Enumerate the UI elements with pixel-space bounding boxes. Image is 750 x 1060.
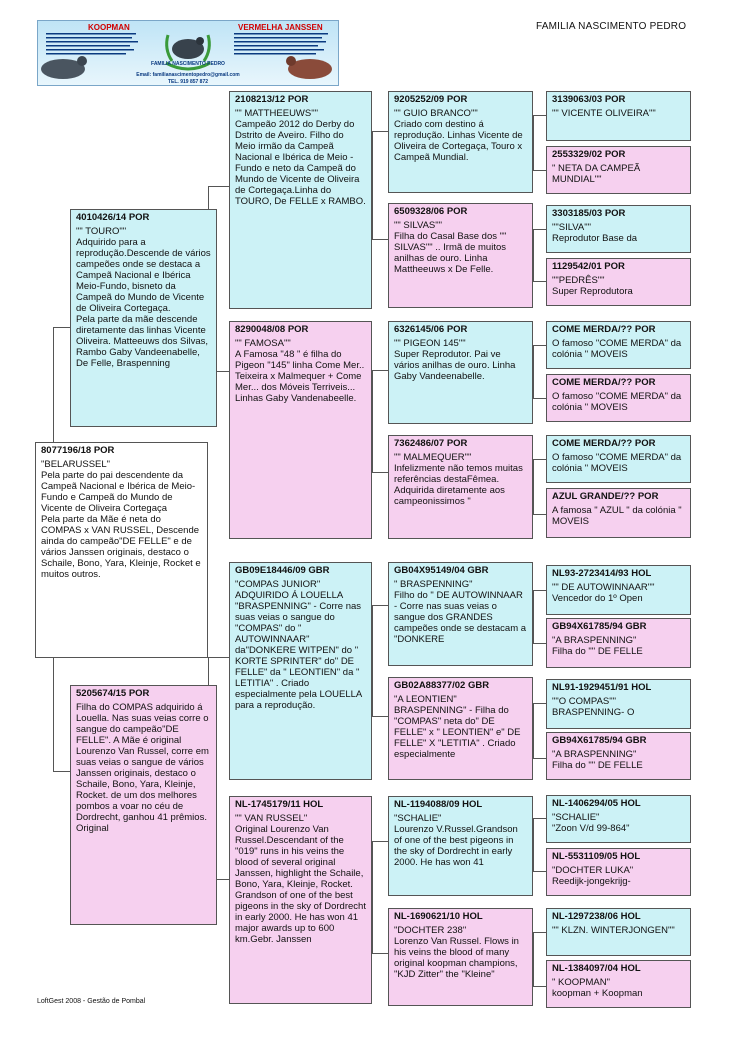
pigeon-card-dam[interactable] <box>70 685 217 925</box>
ring-number: AZUL GRANDE/?? POR <box>552 491 659 502</box>
ring-number: 7362486/07 POR <box>394 438 468 449</box>
pigeon-description: ""O COMPAS"" BRASPENNING- O <box>552 696 635 718</box>
pigeon-card-g15[interactable] <box>546 908 691 956</box>
connector-line <box>533 345 534 398</box>
ring-number: NL-1690621/10 HOL <box>394 911 483 922</box>
pigeon-description: "" DE AUTOWINNAAR"" Vencedor do 1º Open <box>552 582 655 604</box>
ring-number: 2108213/12 POR <box>235 94 309 105</box>
page-title: FAMILIA NASCIMENTO PEDRO <box>536 21 687 32</box>
connector-line <box>372 953 388 954</box>
connector-line <box>533 986 546 987</box>
connector-line <box>372 605 373 716</box>
pigeon-card-g13[interactable] <box>546 795 691 843</box>
connector-line <box>533 229 546 230</box>
ring-number: NL-5531109/05 HOL <box>552 851 641 862</box>
pigeon-card-sdd[interactable] <box>388 435 533 539</box>
pigeon-card-dsd[interactable] <box>388 677 533 780</box>
connector-line <box>533 590 534 643</box>
connector-line <box>53 643 54 771</box>
ring-number: 8290048/08 POR <box>235 324 309 335</box>
pigeon-card-subject[interactable] <box>35 442 208 658</box>
ring-number: GB94X61785/94 GBR <box>552 735 647 746</box>
connector-line <box>372 370 373 472</box>
connector-line <box>533 514 546 515</box>
connector-line <box>372 472 388 473</box>
pigeon-description: Filha do COMPAS adquirido á Louella. Nas suas veias corre o sangue do campeão"DE FELLE". A Mãe é original Lourenzo Van Russel, corre em suas veias o sangue de vários Janssen originais, destaco o Schaile, Bono, Yara, Kleinje, Rocket. de um dos melhores pombos a voar no céu de Dordrecht, ganhou 41 prêmios. Original <box>76 702 209 834</box>
pigeon-description: " NETA DA CAMPEÃ MUNDIAL"" <box>552 163 641 185</box>
pigeon-description: O famoso "COME MERDA" da colónia " MOVEIS <box>552 338 682 360</box>
pigeon-card-dds[interactable] <box>388 796 533 896</box>
pigeon-description: "COMPAS JUNIOR" ADQUIRIDO Á LOUELLA "BRASPENNING" - Corre nas suas veias o sangue do "COMPAS" do " AUTOWINNAAR" da"DONKERE WITPEN" do " KORTE SPRINTER" do" DE FELLE" da " LEONTIEN" da " LETITIA" . Criado especialmente pela LOUELLA para a reprodução. <box>235 579 362 711</box>
pigeon-card-sss[interactable] <box>388 91 533 193</box>
connector-line <box>533 345 546 346</box>
connector-line <box>372 131 388 132</box>
pigeon-card-g8[interactable] <box>546 488 691 538</box>
pigeon-description: O famoso "COME MERDA" da colónia " MOVEIS <box>552 391 682 413</box>
pigeon-description: ""PEDRÊS"" Super Reprodutora <box>552 275 633 297</box>
connector-line <box>53 327 54 442</box>
connector-line <box>533 115 534 170</box>
ring-number: GB09E18446/09 GBR <box>235 565 330 576</box>
pigeon-description: "" MALMEQUER"" Infelizmente não temos muitas referências destaFêmea. Adquirida diretamente aos campeonissimos " <box>394 452 523 507</box>
pigeon-card-g16[interactable] <box>546 960 691 1008</box>
ring-number: COME MERDA/?? POR <box>552 324 656 335</box>
banner-right-name: VERMELHA JANSSEN <box>238 23 323 32</box>
banner-email: Email: familianascimentopedro@gmail.com <box>136 72 240 78</box>
ring-number: 3139063/03 POR <box>552 94 626 105</box>
connector-line <box>53 771 70 772</box>
ring-number: GB04X95149/04 GBR <box>394 565 489 576</box>
ring-number: 1129542/01 POR <box>552 261 625 272</box>
pigeon-description: "" MATTHEEUWS"" Campeão 2012 do Derby do Dstrito de Aveiro. Filho do Meio irmão da Campeã Nacional e Ibérica de Meio - Fundo e neto da Campeã do Mundo de Vicente de Oliveira de Cortegaça.Linha do TOURO, De FELLE x RAMBO. <box>235 108 366 207</box>
pigeon-description: O famoso "COME MERDA" da colónia " MOVEIS <box>552 452 682 474</box>
ring-number: GB02A88377/02 GBR <box>394 680 490 691</box>
connector-line <box>372 370 388 371</box>
connector-line <box>533 590 546 591</box>
pigeon-description: "" VICENTE OLIVEIRA"" <box>552 108 656 119</box>
pigeon-description: "SCHALIE" Lourenzo V.Russel.Grandson of one of the best pigeons in the sky of Dordrecht in early 2000. He has won 41 <box>394 813 518 868</box>
connector-line <box>372 841 388 842</box>
connector-line <box>533 115 546 116</box>
connector-line <box>533 818 546 819</box>
pigeon-description: "DOCHTER LUKA" Reedijk-jongekrijg- <box>552 865 634 887</box>
pigeon-description: "" GUIO BRANCO"" Criado com destino á reprodução. Linhas Vicente de Oliveira de Cortegaça, Touro x Campeã Mundial. <box>394 108 523 163</box>
pigeon-card-g7[interactable] <box>546 435 691 483</box>
connector-line <box>533 459 546 460</box>
ring-number: COME MERDA/?? POR <box>552 377 656 388</box>
connector-line <box>533 281 546 282</box>
connector-line <box>372 131 373 239</box>
ring-number: 6509328/06 POR <box>394 206 468 217</box>
pigeon-card-dss[interactable] <box>388 562 533 666</box>
banner-left-name: KOOPMAN <box>88 23 130 32</box>
pigeon-card-g9[interactable] <box>546 565 691 615</box>
connector-line <box>372 841 373 953</box>
pigeon-description: " BRASPENNING" Filho do " DE AUTOWINNAAR - Corre nas suas veias o sangue dos GRANDES campeões onde se destacam a "DONKERE <box>394 579 527 645</box>
ring-number: 6326145/06 POR <box>394 324 468 335</box>
pigeon-description: "" TOURO"" Adquirido para a reprodução.Descende de vários campeões onde se destaca a Campeã Nacional e Ibérica Meio-Fundo, bisneto da Campeã do Mundo de Vicente de Oliveira Cortegaça. Pela parte da mãe descende diretamente das linhas Vicente Oliveira. Matteeuws dos Silvas, Rambo Gaby Vandeenabelle, De Felle, Braspenning <box>76 226 211 369</box>
connector-line <box>372 605 388 606</box>
connector-line <box>533 459 534 514</box>
ring-number: 9205252/09 POR <box>394 94 468 105</box>
pigeon-card-dam-dam[interactable] <box>229 796 372 1004</box>
ring-number: 2553329/02 POR <box>552 149 626 160</box>
connector-line <box>372 716 388 717</box>
ring-number: NL-1297238/06 HOL <box>552 911 641 922</box>
banner-logo-text: FAMILIA NASCIMENTO PEDRO <box>151 61 225 67</box>
pigeon-card-g4[interactable] <box>546 258 691 306</box>
pigeon-description: "A BRASPENNING" Filha do "" DE FELLE <box>552 749 643 771</box>
pigeon-card-dam-sire[interactable] <box>229 562 372 780</box>
pigeon-description: ""SILVA"" Reprodutor Base da <box>552 222 638 244</box>
connector-line <box>533 703 534 758</box>
ring-number: NL-1406294/05 HOL <box>552 798 641 809</box>
connector-line <box>533 871 546 872</box>
pigeon-description: " KOOPMAN" koopman + Koopman <box>552 977 643 999</box>
ring-number: NL-1384097/04 HOL <box>552 963 641 974</box>
pigeon-description: "" SILVAS"" Filha do Casal Base dos "" SILVAS"" .. Irmã de muitos anilhas de ouro. Linha Mattheeuws x De Felle. <box>394 220 507 275</box>
pigeon-description: "A LEONTIEN" BRASPENNING" - Filha do "COMPAS" neta do" DE FELLE" x " LEONTIEN" e" DE FELLE" X "LETITIA" . Criado especialmente <box>394 694 521 760</box>
ring-number: 4010426/14 POR <box>76 212 150 223</box>
pigeon-description: "SCHALIE" "Zoon V/d 99-864" <box>552 812 630 834</box>
ring-number: 3303185/03 POR <box>552 208 626 219</box>
ring-number: NL93-2723414/93 HOL <box>552 568 652 579</box>
pigeon-description: "" KLZN. WINTERJONGEN"" <box>552 925 675 936</box>
pigeon-description: "DOCHTER 238" Lorenzo Van Russel. Flows in his veins the blood of many original koopman champions, "KJD Zitter" the "Kleine" <box>394 925 519 980</box>
pigeon-card-g3[interactable] <box>546 205 691 253</box>
pigeon-description: "BELARUSSEL" Pela parte do pai descendente da Campeã Nacional e Ibérica de Meio-Fundo e Campeã do Mundo de Vicente de Oliveira Cortegaça Pela parte da Mãe é neta do COMPAS x VAN RUSSEL, Descende ainda do campeão"DE FELLE" e de vários Janssen originais, destaco o Schaile, Bono, Yara, Kleinje, Rocket e muitos outros. <box>41 459 201 580</box>
footer-credit: LoftGest 2008 - Gestão de Pombal <box>37 998 146 1005</box>
ring-number: NL91-1929451/91 HOL <box>552 682 652 693</box>
ring-number: COME MERDA/?? POR <box>552 438 656 449</box>
ring-number: NL-1745179/11 HOL <box>235 799 324 810</box>
connector-line <box>533 932 546 933</box>
connector-line <box>208 186 229 187</box>
pigeon-card-ssd[interactable] <box>388 203 533 308</box>
ring-number: GB94X61785/94 GBR <box>552 621 647 632</box>
pigeon-description: "A BRASPENNING" Filha do "" DE FELLE <box>552 635 643 657</box>
connector-line <box>533 758 546 759</box>
pigeon-card-sds[interactable] <box>388 321 533 424</box>
pigeon-card-sire-sire[interactable] <box>229 91 372 309</box>
pigeon-card-g6[interactable] <box>546 374 691 422</box>
ring-number: NL-1194088/09 HOL <box>394 799 483 810</box>
pigeon-card-g12[interactable] <box>546 732 691 780</box>
pigeon-description: A famosa " AZUL " da colónia " MOVEIS <box>552 505 682 527</box>
connector-line <box>533 229 534 281</box>
connector-line <box>208 657 229 658</box>
pigeon-description: "" FAMOSA"" A Famosa "48 " é filha do Pigeon "145" linha Come Mer.. Teixeira x Malmequer + Come Mer... dos Móveis Terriveis... Linhas Gaby Vandenabeelle. <box>235 338 365 404</box>
connector-line <box>533 398 546 399</box>
connector-line <box>533 170 546 171</box>
pigeon-card-g11[interactable] <box>546 679 691 729</box>
pigeon-card-ddd[interactable] <box>388 908 533 1006</box>
connector-line <box>533 643 546 644</box>
banner-logo <box>37 20 339 86</box>
pigeon-card-g1[interactable] <box>546 91 691 141</box>
pigeon-card-g2[interactable] <box>546 146 691 194</box>
connector-line <box>533 818 534 871</box>
pigeon-description: "" PIGEON 145"" Super Reprodutor. Pai ve vários anilhas de ouro. Linha Gaby Vandeenabelle. <box>394 338 516 382</box>
pigeon-description: "" VAN RUSSEL" Original Lourenzo Van Russel.Descendant of the "019" runs in his veins the blood of several original Janssen, highlight the Schaile, Bono, Yara, Kleinje, Rocket. Grandson of one of the best pigeons in the sky of Dordrecht in early 2000. He has won 41 major awards up to 600 km.Gebr. Janssen <box>235 813 366 945</box>
pigeon-card-sire[interactable] <box>70 209 217 427</box>
connector-line <box>533 932 534 986</box>
connector-line <box>533 703 546 704</box>
pigeon-card-sire-dam[interactable] <box>229 321 372 539</box>
pigeon-card-g10[interactable] <box>546 618 691 668</box>
ring-number: 5205674/15 POR <box>76 688 150 699</box>
connector-line <box>372 239 388 240</box>
connector-line <box>53 327 70 328</box>
pigeon-card-g14[interactable] <box>546 848 691 896</box>
pigeon-card-g5[interactable] <box>546 321 691 369</box>
ring-number: 8077196/18 POR <box>41 445 115 456</box>
banner-phone: TEL. 919 857 872 <box>167 79 209 85</box>
